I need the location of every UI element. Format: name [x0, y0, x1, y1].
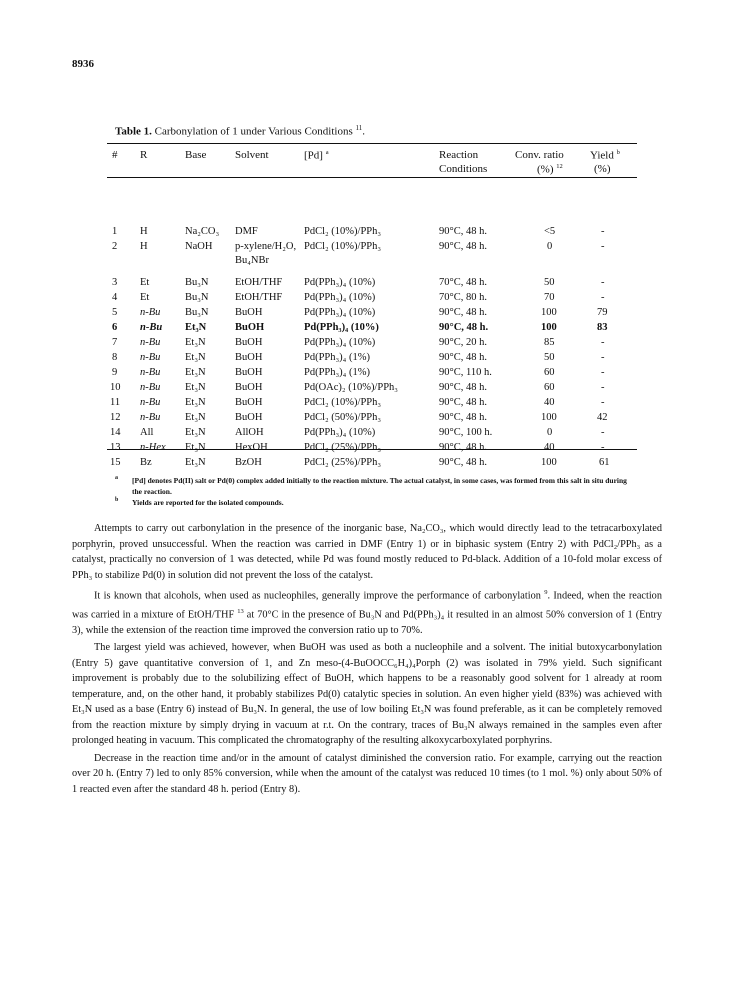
cell-num: 12	[110, 412, 121, 423]
cell-yield: 61	[599, 457, 610, 468]
cell-yield: -	[601, 226, 605, 237]
table-row-highlight	[107, 322, 637, 336]
cell-r: n-Bu	[140, 307, 161, 318]
table-row	[107, 427, 637, 441]
cell-r: H	[140, 241, 148, 252]
cell-r: All	[140, 427, 154, 438]
table-row	[107, 412, 637, 426]
cell-num: 8	[112, 352, 118, 363]
cell-r: Et	[140, 277, 150, 288]
cell-conv: 100	[541, 457, 557, 468]
cell-base: NaOH	[185, 241, 213, 252]
cell-solvent-line2: Bu₄NBr	[235, 255, 269, 266]
cell-pd: Pd(PPh₃)₄ (10%)	[304, 277, 376, 288]
cell-yield: -	[601, 367, 605, 378]
paragraph-3: The largest yield was achieved, however, when BuOH was used as both a nucleophile and a solvent. The initial butoxycarbonylation (Entry 5) gave quantitative conversion of 1, and Zn meso-(4-BuOOCC₆H₄)₄Porph (2) was isolated in 79% yield. Such significant improvement is probably due to the solubilizing effect of BuOH, which happens to be a reasonably good solvent for 1 already at room temperature, and, on the other hand, it probably stabilizes Pd(0) catalytic species in solution. An even higher yield (83%) was achieved with Et₃N used as a base (Entry 6) instead of Bu₃N. In general, the use of low boiling Et₃N was found preferable, as it can be completely removed from the reaction mixture by simply drying in vacuum at r.t. On the contrary, traces of Bu₃N always remained in the samples even after prolonged heating in vacuum. This complicated the chromatography of the resulting alkoxycarboxylated porphyrins.	[72, 642, 662, 747]
table-row	[107, 307, 637, 321]
cell-num: 11	[110, 397, 121, 408]
cell-yield: -	[601, 241, 605, 252]
header-conv-unit	[537, 163, 563, 176]
cell-solvent: BuOH	[235, 352, 263, 363]
table-row	[107, 397, 637, 411]
cell-cond: 90°C, 48 h.	[439, 457, 487, 468]
cell-cond: 90°C, 20 h.	[439, 337, 487, 348]
table-row	[107, 457, 637, 471]
cell-r: H	[140, 226, 148, 237]
paragraph-2-ref-2: 13	[237, 607, 244, 615]
header-conv-unit-label: (%)	[537, 163, 554, 176]
cell-pd: PdCl₂ (25%)/PPh₃	[304, 442, 382, 453]
header-yield-sup: b	[616, 149, 620, 156]
paragraph-2-part-c: at 70°C in the presence of Bu₃N and Pd(PPh₃)₄ it resulted in an almost 50% conversion of 1 (Entry 3), while the extension of the reaction time improved the conversion ratio up to 70%.	[72, 609, 663, 636]
cell-cond: 90°C, 48 h.	[439, 307, 487, 318]
cell-num: 14	[110, 427, 121, 438]
table-row	[107, 241, 637, 266]
cell-num: 10	[110, 382, 121, 393]
cell-cond: 90°C, 48 h.	[439, 412, 487, 423]
cell-pd: Pd(OAc)₂ (10%)/PPh₃	[304, 382, 398, 393]
paragraph-2-ref-1: 9	[544, 589, 548, 596]
cell-num: 7	[112, 337, 118, 348]
cell-num: 3	[112, 277, 118, 288]
table-title: Carbonylation of 1 under Various Conditions	[154, 125, 353, 138]
cell-yield: -	[601, 442, 605, 453]
table-row	[107, 352, 637, 366]
cell-cond: 90°C, 100 h.	[439, 427, 493, 438]
data-table	[107, 143, 637, 514]
cell-base: Et₃N	[185, 352, 206, 363]
footnote-b-text: Yields are reported for the isolated compounds.	[132, 498, 284, 507]
cell-num: 5	[112, 307, 118, 318]
cell-conv: 100	[541, 307, 557, 318]
table-row	[107, 367, 637, 381]
header-num: #	[112, 149, 118, 161]
cell-yield: -	[601, 292, 605, 303]
cell-conv: 85	[544, 337, 555, 348]
cell-pd: Pd(PPh₃)₄ (10%)	[304, 322, 379, 333]
cell-yield: -	[601, 382, 605, 393]
cell-base: Et₃N	[185, 322, 207, 333]
cell-solvent: DMF	[235, 226, 258, 237]
footnote-b-mark: b	[115, 497, 119, 503]
cell-conv: 50	[544, 352, 555, 363]
cell-pd: Pd(PPh₃)₄ (10%)	[304, 292, 376, 303]
table-row	[107, 382, 637, 396]
page-number: 8936	[72, 58, 94, 70]
cell-base: Et₃N	[185, 382, 206, 393]
cell-cond: 90°C, 48 h.	[439, 241, 487, 252]
cell-yield: 42	[597, 412, 608, 423]
cell-base: Bu₃N	[185, 307, 209, 318]
cell-pd: Pd(PPh₃)₄ (1%)	[304, 367, 370, 378]
cell-pd: PdCl₂ (25%)/PPh₃	[304, 457, 382, 468]
cell-r: Et	[140, 292, 150, 303]
cell-num: 1	[112, 226, 118, 237]
cell-yield: -	[601, 427, 605, 438]
cell-solvent: BuOH	[235, 322, 265, 333]
table-title-end: .	[362, 125, 365, 138]
header-pd-sup: a	[325, 149, 329, 156]
cell-cond: 90°C, 48 h.	[439, 352, 487, 363]
cell-base: Et₃N	[185, 412, 206, 423]
header-r: R	[140, 149, 148, 161]
cell-r: n-Bu	[140, 397, 161, 408]
header-reaction: Reaction	[439, 149, 479, 161]
table-title-ref: 11	[355, 124, 363, 132]
cell-r: n-Bu	[140, 337, 161, 348]
cell-conv: 40	[544, 397, 555, 408]
header-base: Base	[185, 149, 207, 161]
cell-conv: 0	[547, 241, 553, 252]
cell-base: Et₃N	[185, 457, 206, 468]
cell-pd: PdCl₂ (10%)/PPh₃	[304, 397, 382, 408]
table-caption	[115, 124, 365, 138]
cell-pd: Pd(PPh₃)₄ (10%)	[304, 307, 376, 318]
cell-cond: 90°C, 48 h.	[439, 382, 487, 393]
table-row	[107, 292, 637, 306]
paragraph-1: Attempts to carry out carbonylation in the presence of the inorganic base, Na₂CO₃, which would directly lead to the tetracarboxylated porphyrin, proved unsuccessful. When the reaction was carried in DMF (Entry 1) or in biphasic system (Entry 2) with PdCl₂/PPh₃ as a catalyst, practically no conversion of 1 was detected, while Pd was found mostly reduced to Pd-black. Addition of a 10-fold molar excess of PPh₃ to stabilize Pd(0) in solution did not prevent the loss of the catalyst.	[72, 523, 662, 581]
cell-conv: 70	[544, 292, 555, 303]
cell-yield: -	[601, 337, 605, 348]
cell-num: 9	[112, 367, 118, 378]
cell-conv: 100	[541, 412, 557, 423]
cell-num: 13	[110, 442, 121, 453]
cell-solvent: BuOH	[235, 307, 263, 318]
cell-pd: PdCl₂ (50%)/PPh₃	[304, 412, 382, 423]
cell-conv: <5	[544, 226, 556, 237]
cell-yield: 79	[597, 307, 608, 318]
cell-solvent: BuOH	[235, 397, 263, 408]
cell-r: n-Bu	[140, 367, 161, 378]
header-conv-sup: 12	[556, 163, 563, 170]
cell-r: n-Hex	[140, 442, 166, 453]
paragraph-2-part-a: It is known that alcohols, when used as nucleophiles, generally improve the performance of carbonylation	[94, 590, 541, 602]
cell-base: Et₃N	[185, 337, 206, 348]
cell-r: Bz	[140, 457, 152, 468]
cell-num: 4	[112, 292, 118, 303]
cell-solvent: BuOH	[235, 412, 263, 423]
cell-base: Bu₃N	[185, 277, 209, 288]
cell-solvent: BuOH	[235, 337, 263, 348]
cell-base: Et₃N	[185, 397, 206, 408]
paragraph-4: Decrease in the reaction time and/or in the amount of catalyst diminished the conversion ratio. For example, carrying out the reaction over 20 h. (Entry 7) led to only 85% conversion, while when the amount of the catalyst was reduced 10 times (to 1 mol. %) only about 50% of 1 reacted even after the standard 48 h. period (Entry 8).	[72, 752, 662, 795]
cell-num: 15	[110, 457, 121, 468]
cell-pd: Pd(PPh₃)₄ (10%)	[304, 427, 376, 438]
cell-conv: 0	[547, 427, 553, 438]
paragraph-2-part-b: . Indeed, when the reaction was carried in a mixture of EtOH/THF	[72, 590, 662, 621]
table-footnotes	[115, 475, 635, 508]
table-row	[107, 277, 637, 291]
header-yield-label: Yield	[590, 149, 614, 162]
cell-yield: 83	[597, 322, 608, 333]
paragraph-2	[72, 585, 662, 638]
cell-solvent: AllOH	[235, 427, 264, 438]
header-pd	[304, 149, 329, 162]
cell-pd: PdCl₂ (10%)/PPh₃	[304, 241, 382, 252]
footnote-a-text: [Pd] denotes Pd(II) salt or Pd(0) complex added initially to the reaction mixture. The actual catalyst, in some cases, was formed from this salt in situ during the reaction.	[132, 476, 627, 496]
cell-pd: Pd(PPh₃)₄ (1%)	[304, 352, 370, 363]
cell-yield: -	[601, 397, 605, 408]
table-body	[107, 178, 637, 514]
header-yield	[590, 149, 620, 162]
cell-base: Et₃N	[185, 427, 206, 438]
cell-cond: 90°C, 110 h.	[439, 367, 492, 378]
cell-base: Et₃N	[185, 367, 206, 378]
cell-cond: 90°C, 48 h.	[439, 397, 487, 408]
footnote-a	[115, 475, 635, 497]
cell-yield: -	[601, 277, 605, 288]
cell-conv: 60	[544, 382, 555, 393]
cell-pd: Pd(PPh₃)₄ (10%)	[304, 337, 376, 348]
cell-r: n-Bu	[140, 412, 161, 423]
header-yield-unit: (%)	[594, 163, 611, 175]
header-conditions: Conditions	[439, 163, 488, 175]
cell-r: n-Bu	[140, 382, 161, 393]
header-pd-label: [Pd]	[304, 149, 323, 162]
cell-solvent: p-xylene/H₂O,	[235, 241, 297, 252]
cell-base: Bu₃N	[185, 292, 209, 303]
cell-solvent: BuOH	[235, 382, 263, 393]
table-header	[107, 144, 637, 177]
cell-yield: -	[601, 352, 605, 363]
header-solvent: Solvent	[235, 149, 269, 161]
cell-conv: 40	[544, 442, 555, 453]
cell-pd: PdCl₂ (10%)/PPh₃	[304, 226, 382, 237]
cell-solvent: EtOH/THF	[235, 292, 283, 303]
cell-solvent: HexOH	[235, 442, 268, 453]
table-bottom-rule	[107, 449, 637, 450]
cell-r: n-Bu	[140, 352, 161, 363]
header-conv-ratio: Conv. ratio	[515, 149, 564, 161]
cell-solvent: EtOH/THF	[235, 277, 283, 288]
cell-solvent: BzOH	[235, 457, 262, 468]
cell-cond: 90°C, 48 h.	[439, 442, 487, 453]
cell-cond: 90°C, 48 h.	[439, 226, 487, 237]
cell-cond: 90°C, 48 h.	[439, 322, 489, 333]
cell-conv: 50	[544, 277, 555, 288]
cell-num: 2	[112, 241, 118, 252]
cell-cond: 70°C, 48 h.	[439, 277, 487, 288]
table-row	[107, 337, 637, 351]
table-row	[107, 226, 637, 240]
cell-conv: 100	[541, 322, 557, 333]
cell-base: Et₃N	[185, 442, 206, 453]
cell-base: Na₂CO₃	[185, 226, 220, 237]
footnote-b	[115, 497, 635, 508]
footnote-a-mark: a	[115, 475, 118, 481]
cell-num: 6	[112, 322, 118, 333]
table-label: Table 1.	[115, 125, 152, 138]
cell-cond: 70°C, 80 h.	[439, 292, 487, 303]
body-text	[72, 521, 662, 799]
cell-conv: 60	[544, 367, 555, 378]
cell-r: n-Bu	[140, 322, 163, 333]
cell-solvent: BuOH	[235, 367, 263, 378]
